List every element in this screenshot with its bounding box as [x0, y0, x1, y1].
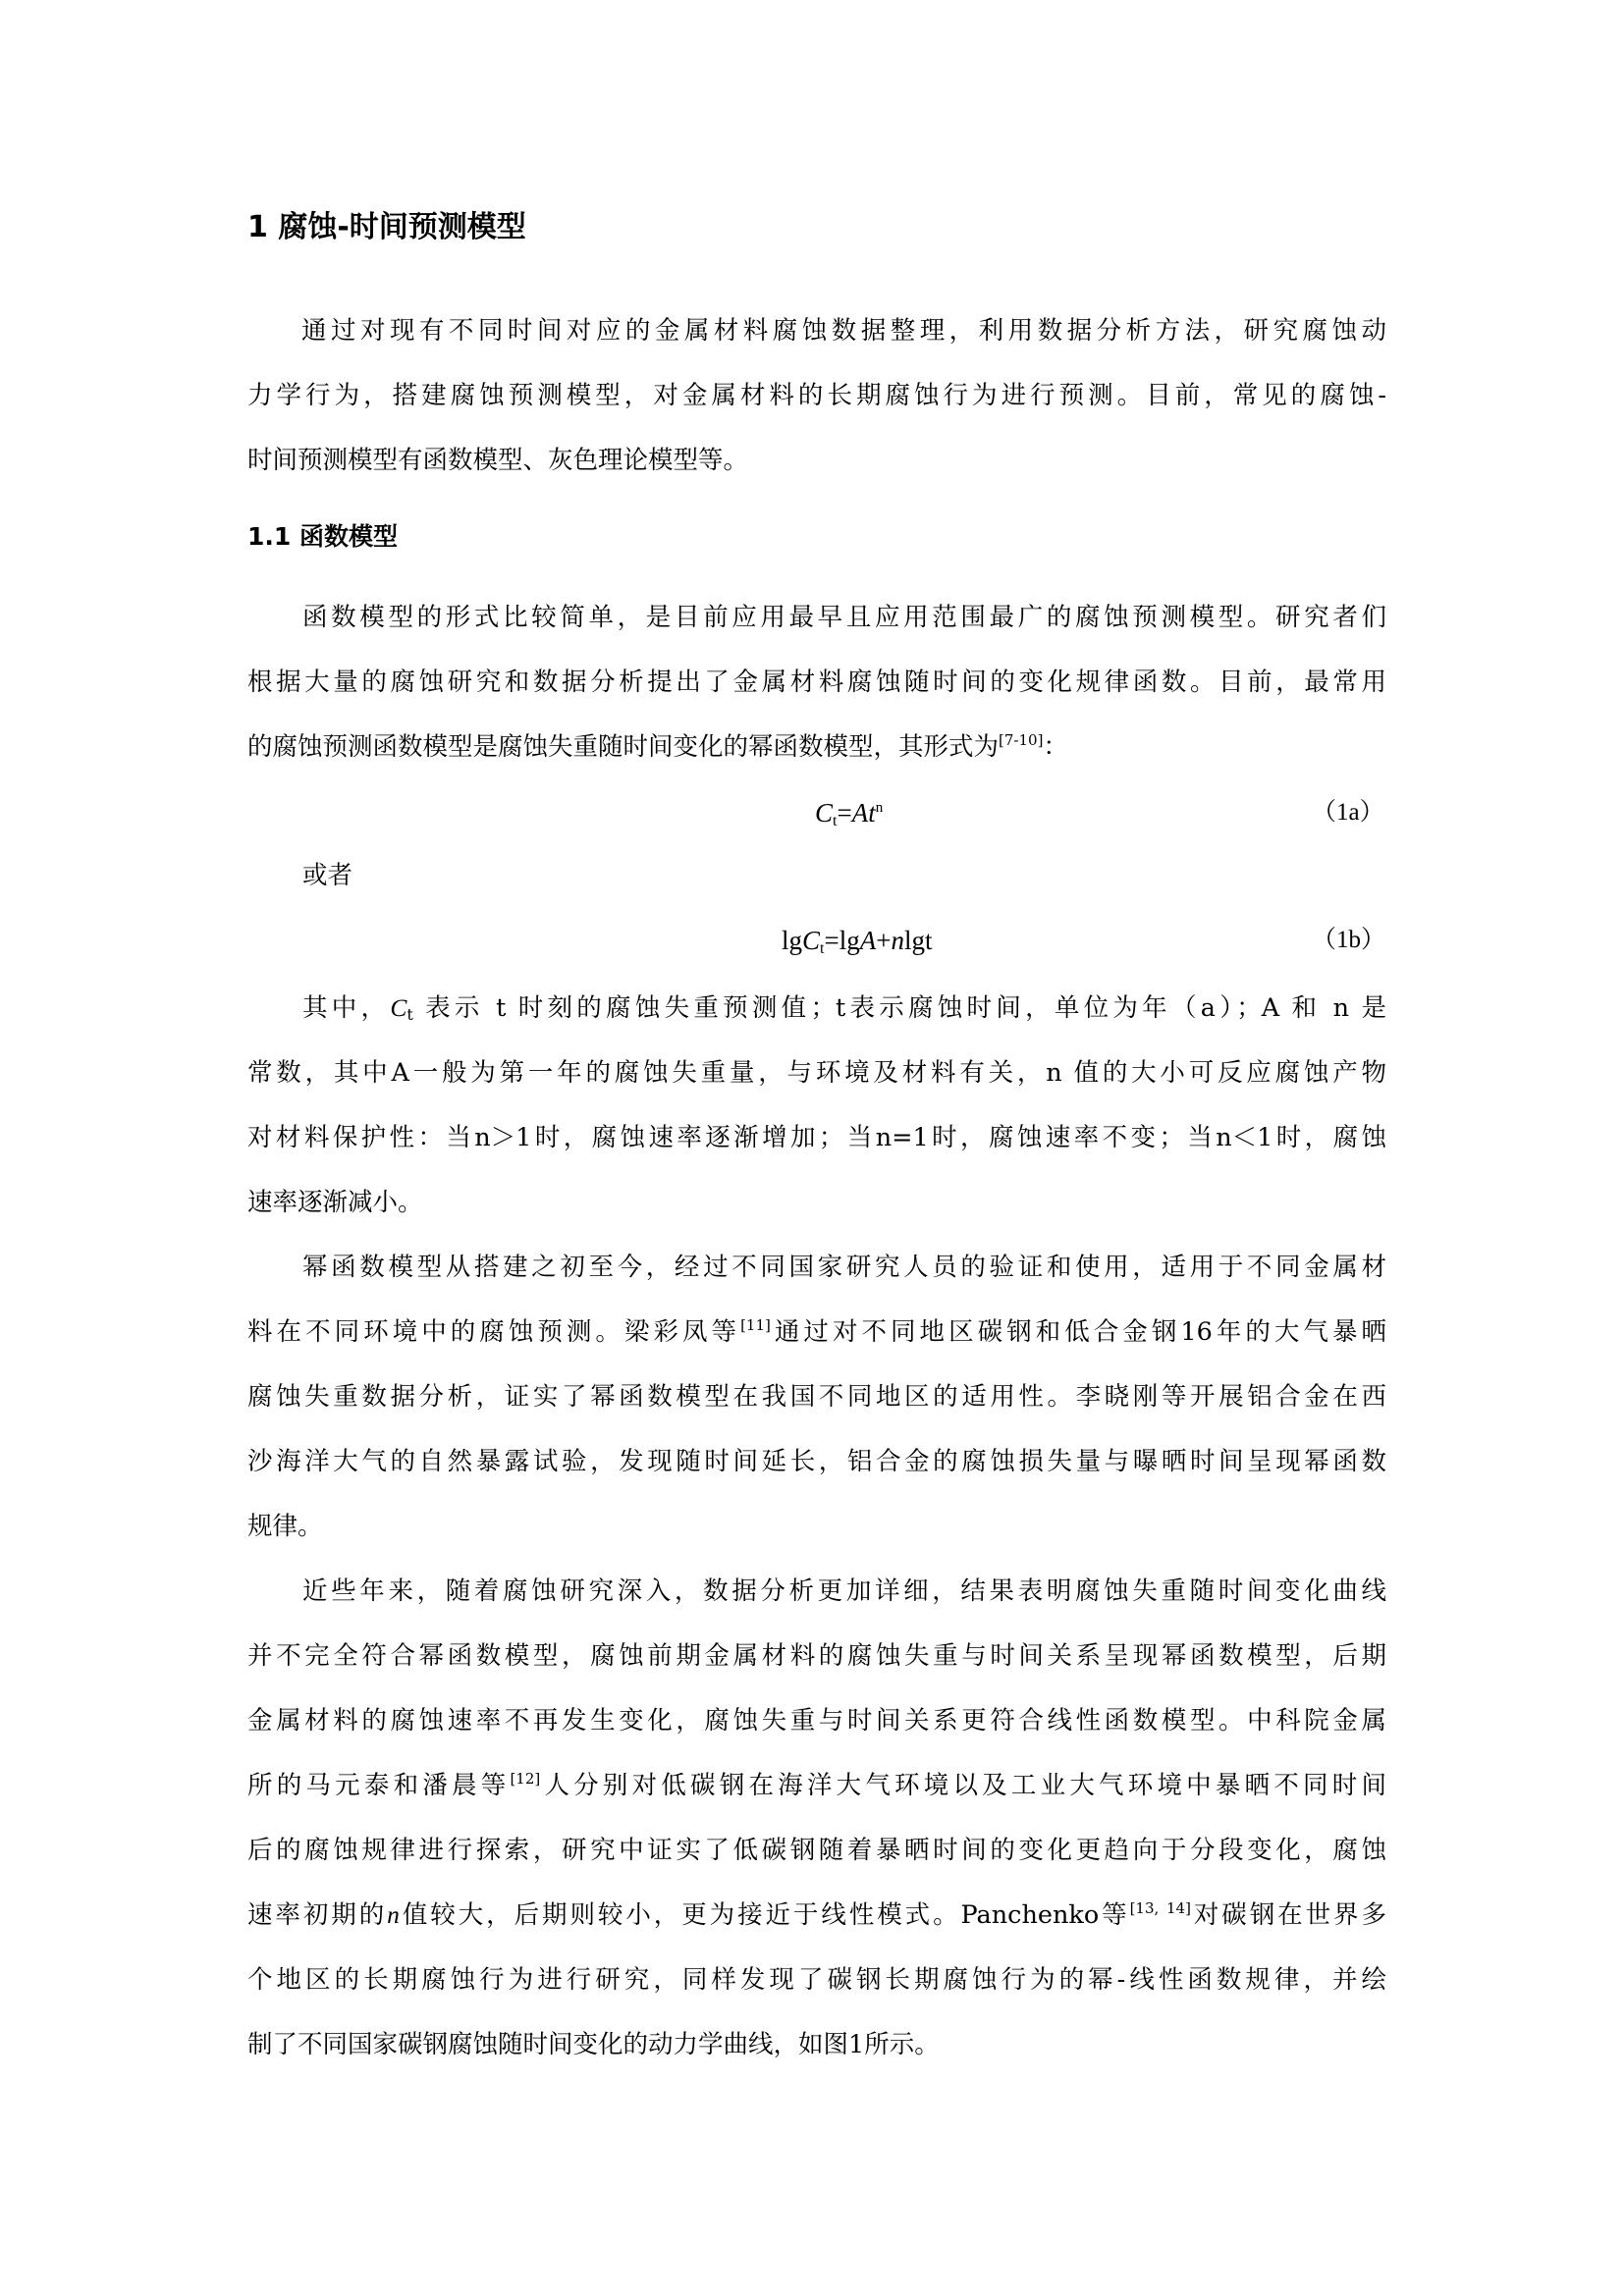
eq-var-a: A [851, 798, 869, 828]
eq-sub-t: t [820, 940, 825, 957]
para3-line: 腐蚀失重数据分析，证实了幂函数模型在我国不同地区的适用性。李晓刚等开展铝合金在西 [247, 1382, 1386, 1412]
para4-line: 近些年来，随着腐蚀研究深入，数据分析更加详细，结果表明腐蚀失重随时间变化曲线 [302, 1576, 1386, 1606]
para2-line [247, 976, 1386, 1041]
eq-exponent-n: n [875, 800, 884, 816]
para4-text: 人分别对低碳钢在海洋大气环境以及工业大气环境中暴晒不同时间 [540, 1771, 1386, 1800]
equation-1b [782, 921, 932, 960]
para1-line: 根据大量的腐蚀研究和数据分析提出了金属材料腐蚀随时间的变化规律函数。目前，最常用 [247, 667, 1386, 697]
eq-sub-t: t [833, 813, 838, 829]
para4-line: 金属材料的腐蚀速率不再发生变化，腐蚀失重与时间关系更符合线性函数模型。中科院金属 [247, 1706, 1386, 1735]
para4-line: 后的腐蚀规律进行探索，研究中证实了低碳钢随着暴晒时间的变化更趋向于分段变化，腐蚀 [247, 1836, 1386, 1865]
para4-text: 值较大，后期则较小，更为接近于线性模式。Panchenko等 [399, 1900, 1130, 1930]
para4-text: 所的马元泰和潘晨等 [247, 1771, 511, 1800]
para2-line: 速率逐渐减小。 [247, 1188, 423, 1217]
eq-lgt: lgt [903, 926, 933, 955]
para4-text: 对碳钢在世界多 [1190, 1900, 1386, 1930]
equation-number-1b: （1b） [1312, 927, 1386, 953]
intro-line: 通过对现有不同时间对应的金属材料腐蚀数据整理，利用数据分析方法，研究腐蚀动 [301, 316, 1386, 346]
para2-text: 其中， [302, 993, 391, 1023]
eq-var-a: A [859, 926, 877, 955]
eq-equals-lg: =lg [824, 926, 860, 955]
intro-line: 时间预测模型有函数模型、灰色理论模型等。 [247, 446, 749, 475]
para1-line-text: 的腐蚀预测函数模型是腐蚀失重随时间变化的幂函数模型，其形式为 [247, 732, 1000, 762]
var-c: C [390, 993, 407, 1022]
para3-line: 沙海洋大气的自然暴露试验，发现随时间延长，铝合金的腐蚀损失量与曝晒时间呈现幂函数 [247, 1447, 1386, 1476]
para4-line: 制了不同国家碳钢腐蚀随时间变化的动力学曲线，如图1所示。 [247, 2030, 940, 2059]
equation-number-1a: （1a） [1312, 799, 1384, 826]
eq-var-n: n [891, 926, 904, 955]
citation[interactable]: [12] [510, 1770, 541, 1788]
para3-text: 通过对不同地区碳钢和低合金钢16年的大气暴晒 [770, 1317, 1386, 1347]
para4-line [247, 1753, 1386, 1818]
recent-research-paragraph [247, 1559, 1386, 2077]
para4-text: 速率初期的 [247, 1900, 388, 1930]
para3-line [247, 1300, 1386, 1364]
citation[interactable]: [13, 14] [1129, 1899, 1191, 1917]
para3-text: 料在不同环境中的腐蚀预测。梁彩凤等 [247, 1317, 741, 1347]
para1-line [247, 715, 1386, 779]
intro-line: 力学行为，搭建腐蚀预测模型，对金属材料的长期腐蚀行为进行预测。目前，常见的腐蚀- [247, 381, 1386, 410]
power-model-paragraph [247, 1235, 1386, 1559]
para4-line [247, 1883, 1386, 1948]
intro-paragraph [247, 298, 1386, 493]
citation[interactable]: [7-10] [999, 731, 1044, 749]
para3-line: 幂函数模型从搭建之初至今，经过不同国家研究人员的验证和使用，适用于不同金属材 [302, 1253, 1386, 1282]
function-model-paragraph [247, 585, 1386, 779]
eq-equals: = [837, 798, 852, 828]
eq-plus: + [876, 926, 892, 955]
para1-line: 函数模型的形式比较简单，是目前应用最早且应用范围最广的腐蚀预测模型。研究者们 [302, 603, 1386, 632]
eq-var-c: C [815, 798, 834, 828]
para4-line: 并不完全符合幂函数模型，腐蚀前期金属材料的腐蚀失重与时间关系呈现幂函数模型，后期 [247, 1641, 1386, 1671]
equation-1a [815, 793, 883, 832]
para2-line: 对材料保护性：当n＞1时，腐蚀速率逐渐增加；当n=1时，腐蚀速率不变；当n＜1时，腐蚀 [247, 1123, 1386, 1152]
citation[interactable]: [11] [740, 1316, 771, 1334]
eq-lg: lg [782, 926, 803, 955]
or-text: 或者 [302, 861, 353, 890]
var-n: n [387, 1900, 400, 1929]
subsection-title: 1.1 函数模型 [247, 522, 398, 551]
var-sub-t: t [406, 1005, 413, 1024]
parameters-paragraph [247, 976, 1386, 1235]
para1-tail: ： [1043, 732, 1068, 762]
para2-line: 常数，其中A一般为第一年的腐蚀失重量，与环境及材料有关，n 值的大小可反应腐蚀产物 [247, 1058, 1386, 1088]
section-title: 1 腐蚀-时间预测模型 [247, 210, 526, 244]
para2-text: 表示 t 时刻的腐蚀失重预测值；t表示腐蚀时间，单位为年（a）；A 和 n 是 [412, 993, 1386, 1023]
para3-line: 规律。 [247, 1512, 323, 1541]
eq-var-c: C [802, 926, 821, 955]
eq-var-t: t [868, 798, 876, 828]
para4-line: 个地区的长期腐蚀行为进行研究，同样发现了碳钢长期腐蚀行为的幂-线性函数规律，并绘 [247, 1965, 1386, 1995]
